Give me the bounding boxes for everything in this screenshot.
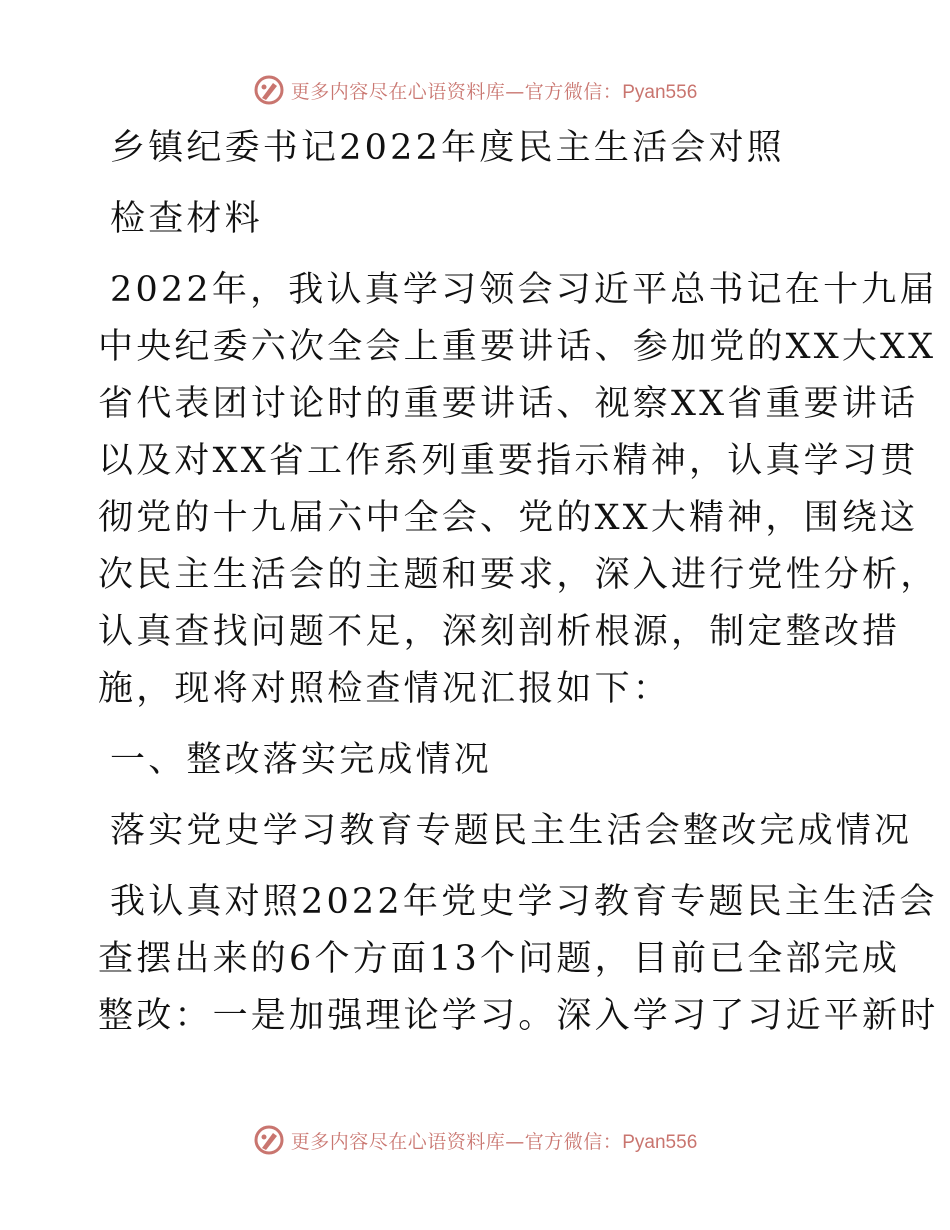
footer-watermark xyxy=(0,1120,950,1160)
pen-logo-icon xyxy=(253,1124,285,1156)
paragraph-line: 查摆出来的6个方面13个问题，目前已全部完成 xyxy=(98,939,901,979)
section-heading: 一、整改落实完成情况 xyxy=(110,740,493,780)
pen-logo-icon xyxy=(253,74,285,106)
watermark-text: 更多内容尽在心语资料库—官方微信：Pyan556 xyxy=(290,80,698,103)
paragraph-line: 施，现将对照检查情况汇报如下： xyxy=(98,669,672,709)
paragraph-line: 省代表团讨论时的重要讲话、视察XX省重要讲话 xyxy=(98,384,919,424)
paragraph-line: 我认真对照2022年党史学习教育专题民主生活会 xyxy=(110,882,938,922)
document-title-continued: 检查材料 xyxy=(110,199,263,239)
paragraph-line: 整改：一是加强理论学习。深入学习了习近平新时 xyxy=(98,996,939,1036)
paragraph-line: 中央纪委六次全会上重要讲话、参加党的XX大XX xyxy=(98,327,937,367)
document-body xyxy=(98,120,939,1045)
paragraph-line: 2022年，我认真学习领会习近平总书记在十九届 xyxy=(110,270,938,310)
paragraph-line: 以及对XX省工作系列重要指示精神，认真学习贯 xyxy=(98,441,919,481)
header-watermark xyxy=(0,70,950,110)
watermark-text: 更多内容尽在心语资料库—官方微信：Pyan556 xyxy=(290,1130,698,1153)
paragraph-line: 认真查找问题不足，深刻剖析根源，制定整改措 xyxy=(98,612,901,652)
paragraph-line: 彻党的十九届六中全会、党的XX大精神，围绕这 xyxy=(98,498,919,538)
paragraph-line: 次民主生活会的主题和要求，深入进行党性分析， xyxy=(98,555,939,595)
document-title: 乡镇纪委书记2022年度民主生活会对照 xyxy=(110,128,785,168)
subsection-heading: 落实党史学习教育专题民主生活会整改完成情况 xyxy=(110,811,913,851)
